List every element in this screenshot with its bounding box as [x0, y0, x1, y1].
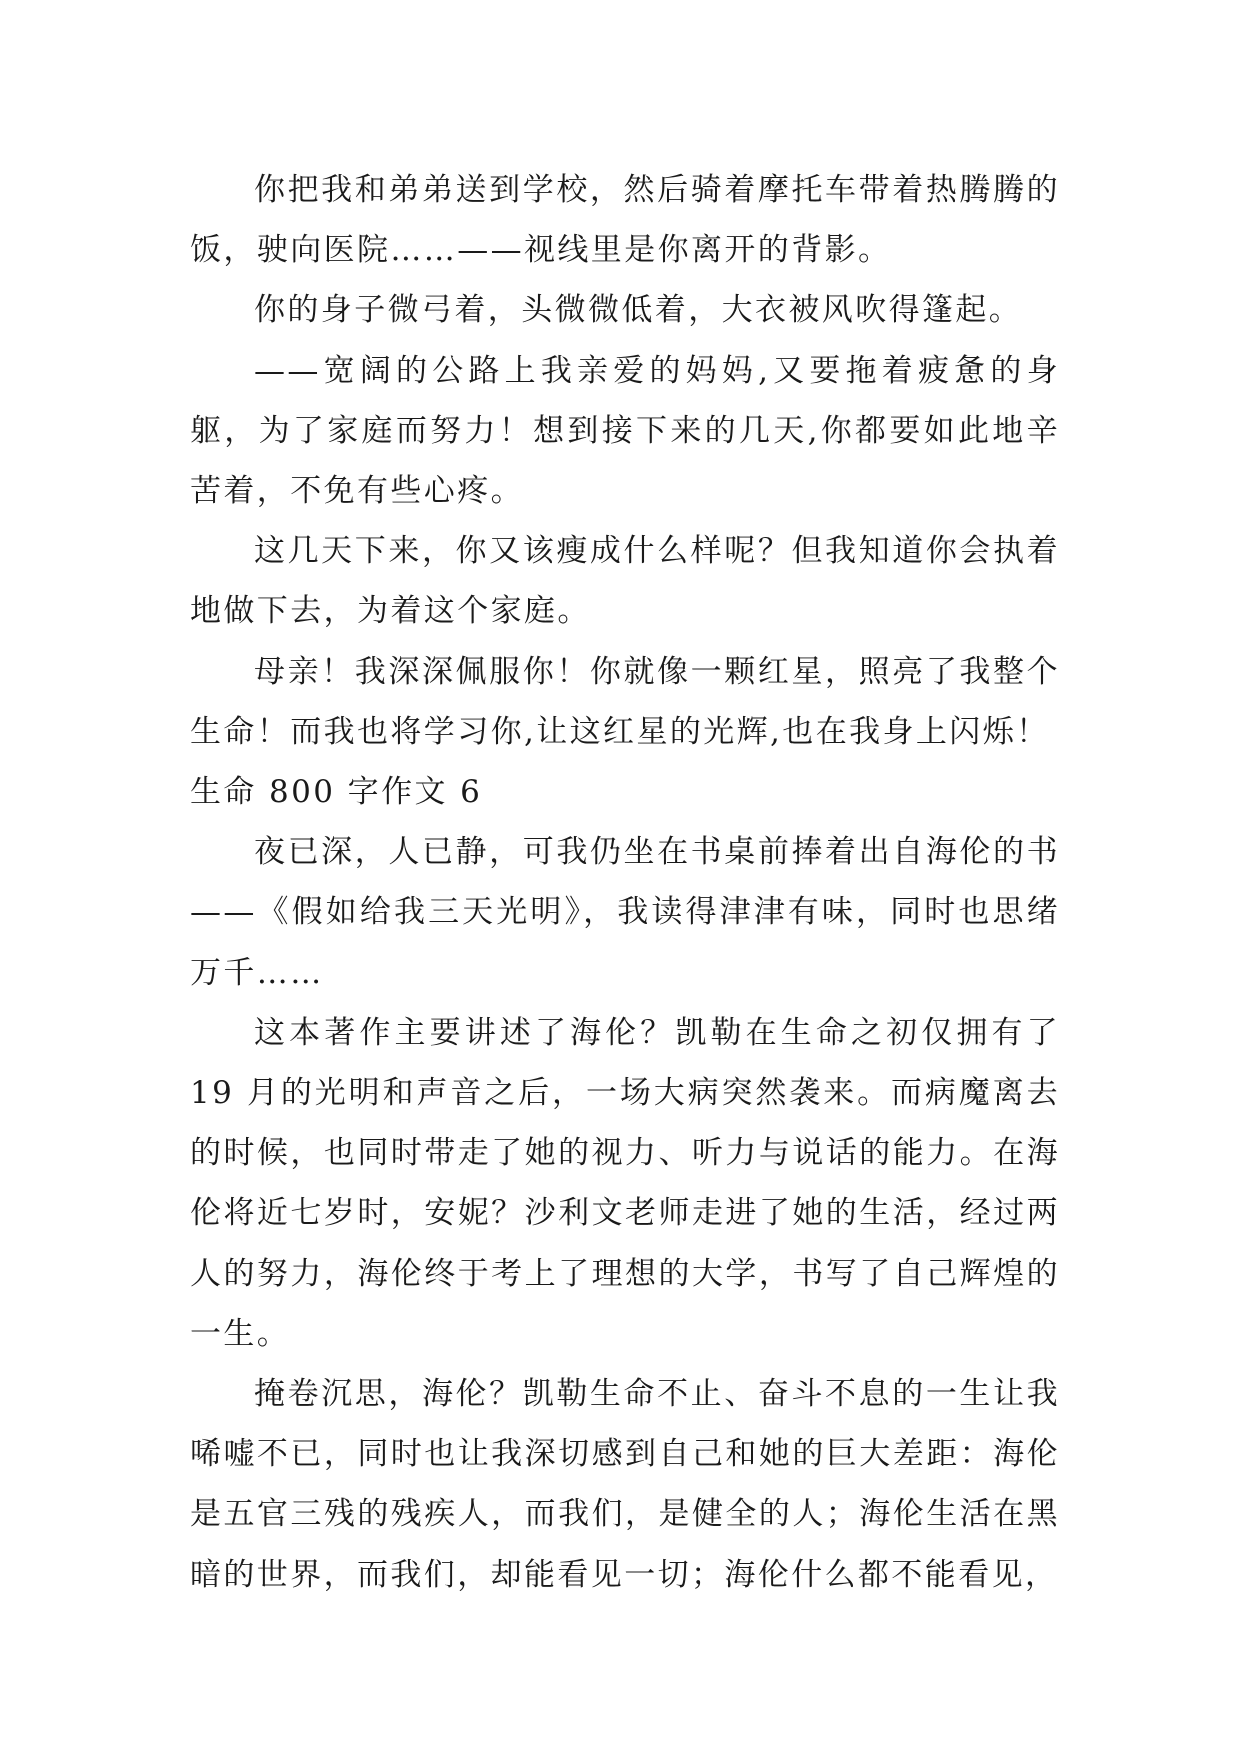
paragraph: 这几天下来，你又该瘦成什么样呢？但我知道你会执着地做下去，为着这个家庭。: [190, 533, 1060, 630]
document-body: [190, 160, 1060, 1605]
paragraph: 你把我和弟弟送到学校，然后骑着摩托车带着热腾腾的饭，驶向医院……——视线里是你离开的背影。: [190, 172, 1060, 269]
paragraph: 夜已深，人已静，可我仍坐在书桌前捧着出自海伦的书——《假如给我三天光明》，我读得津津有味，同时也思绪万千……: [190, 834, 1060, 991]
paragraph: 母亲！我深深佩服你！你就像一颗红星，照亮了我整个生命！而我也将学习你,让这红星的光辉,也在我身上闪烁！: [190, 653, 1060, 750]
paragraph: 这本著作主要讲述了海伦？凯勒在生命之初仅拥有了19 月的光明和声音之后，一场大病突然袭来。而病魔离去的时候，也同时带走了她的视力、听力与说话的能力。在海伦将近七岁时，安妮？沙利文老师走进了她的生活，经过两人的努力，海伦终于考上了理想的大学，书写了自己辉煌的一生。: [190, 1014, 1060, 1352]
paragraph: 掩卷沉思，海伦？凯勒生命不止、奋斗不息的一生让我唏嘘不已，同时也让我深切感到自己和她的巨大差距：海伦是五官三残的残疾人，而我们，是健全的人；海伦生活在黑暗的世界，而我们，却能看见一切；海伦什么都不能看见，: [190, 1376, 1060, 1593]
paragraph: 你的身子微弓着，头微微低着，大衣被风吹得篷起。: [254, 292, 1023, 329]
paragraph: ——宽阔的公路上我亲爱的妈妈,又要拖着疲惫的身躯，为了家庭而努力！想到接下来的几天,你都要如此地辛苦着，不免有些心疼。: [190, 352, 1060, 510]
section-heading: 生命 800 字作文 6: [190, 774, 483, 811]
